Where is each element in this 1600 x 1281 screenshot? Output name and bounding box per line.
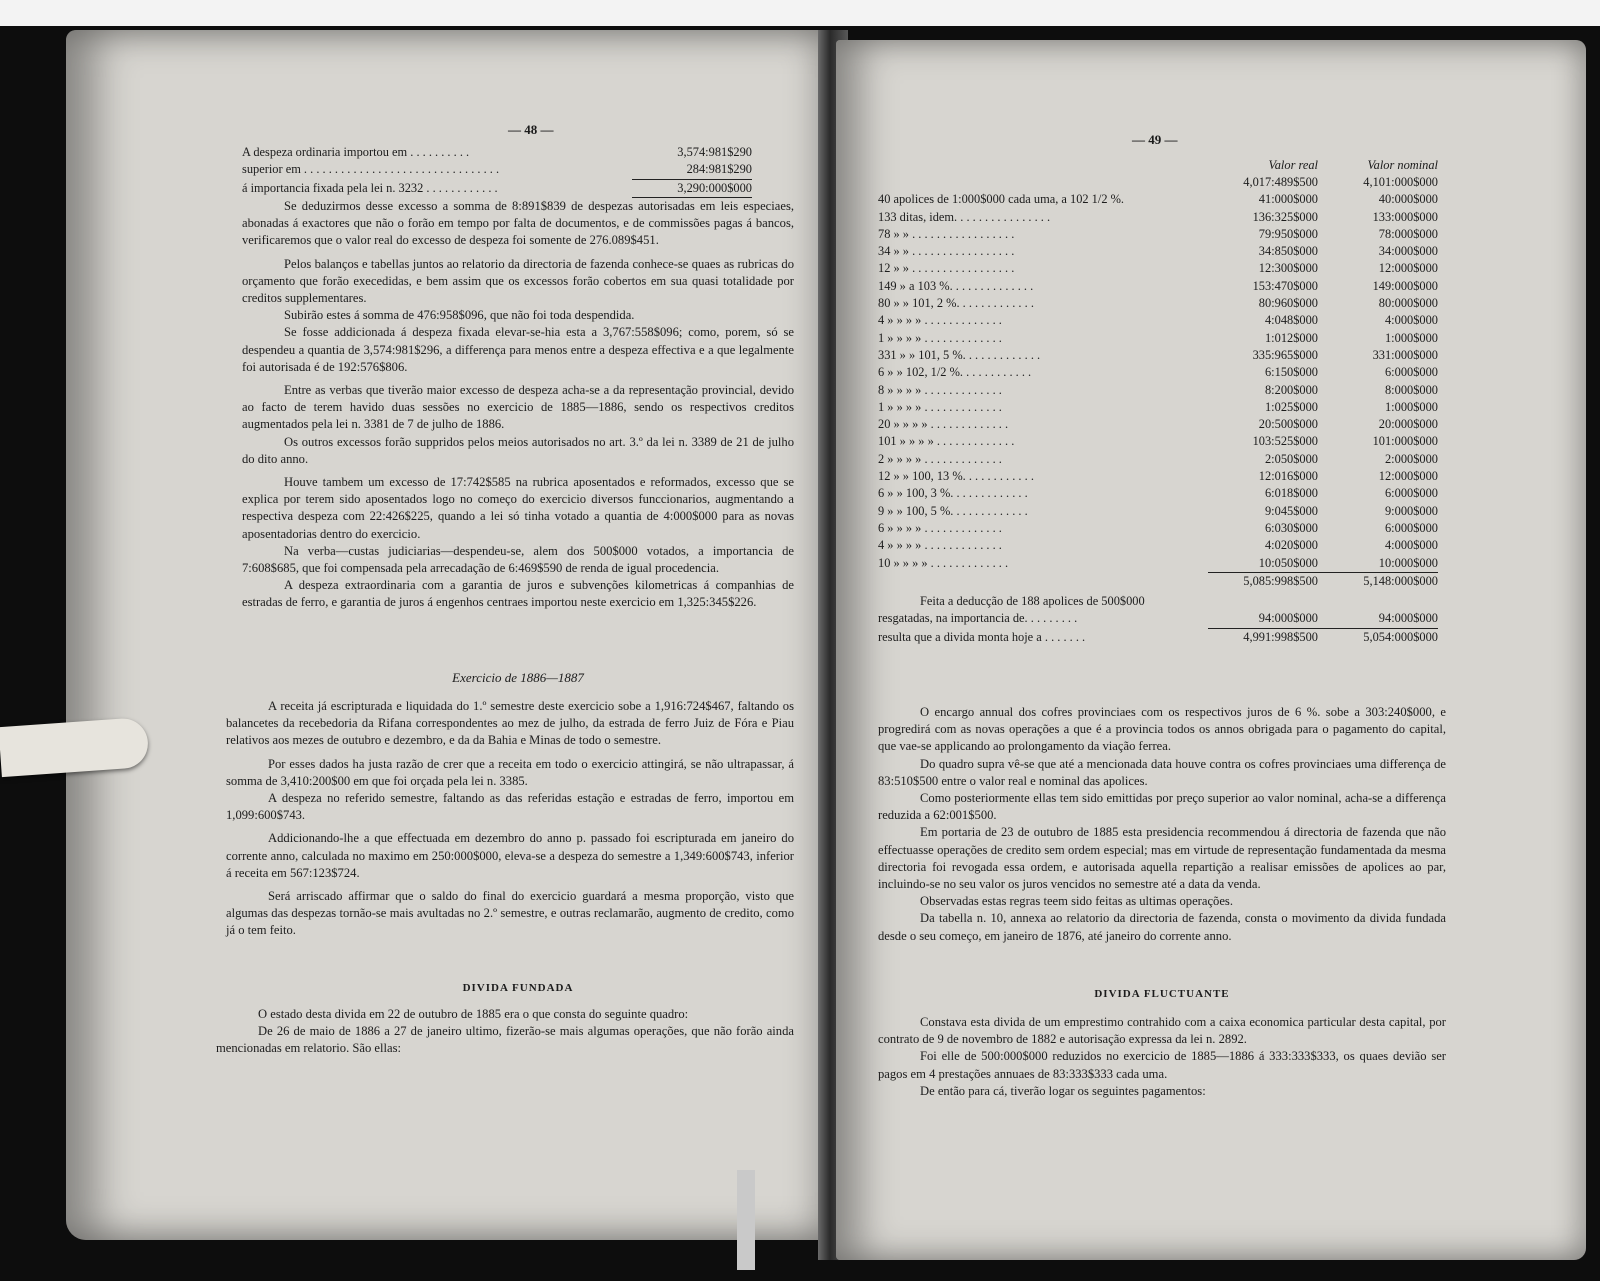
real-value: 8:200$000 <box>1264 382 1318 397</box>
paragraph: Observadas estas regras teem sido feitas as ultimas operações. <box>920 894 1233 909</box>
nominal-value: 12:000$000 <box>1378 469 1438 484</box>
page-ribbon <box>737 1170 755 1270</box>
nominal-value: 6:000$000 <box>1384 365 1438 380</box>
real-value: 103:525$000 <box>1252 434 1318 449</box>
nominal-value: 1:000$000 <box>1384 399 1438 414</box>
real-value: 10:050$000 <box>1258 555 1318 570</box>
real-value: 4:020$000 <box>1264 538 1318 553</box>
text-block-b <box>226 698 794 940</box>
row-label: 8 » » » » . . . . . . . . . . . . . <box>878 382 1002 397</box>
table-row <box>878 243 1438 260</box>
nominal-value: 8:000$000 <box>1384 382 1438 397</box>
bookmark-tab <box>0 717 150 777</box>
row-label: 331 » » 101, 5 %. . . . . . . . . . . . . <box>878 347 1041 362</box>
paragraph: De então para cá, tiverão logar os seguintes pagamentos: <box>920 1083 1206 1098</box>
paragraph: Foi elle de 500:000$000 reduzidos no exercicio de 1885—1886 á 333:333$333, os quaes devião ser pagos em 4 prestações annuaes de 83:333$333 cada uma. <box>878 1049 1446 1081</box>
table-row <box>878 416 1438 433</box>
paragraph: A receita já escripturada e liquidada do 1.º semestre deste exercicio sobe a 1,916:724$467, faltando os balancetes da recebedoria da Rifana correspondentes ao mez de julho, da estrada de ferro Juiz de Fóra e Piau relativos aos mezes de outubro e dezembro, e da da Bahia e Minas de todo o semestre. <box>226 699 794 748</box>
row-label: 80 » » 101, 2 %. . . . . . . . . . . . . <box>878 296 1034 311</box>
nominal-value: 2:000$000 <box>1384 451 1438 466</box>
table-total-row <box>878 572 1438 590</box>
paragraph: Da tabella n. 10, annexa ao relatorio da directoria de fazenda, consta o movimento da divida fundada desde o seu começo, em janeiro de 1876, até janeiro do corrente anno. <box>878 911 1446 943</box>
page-number-48: — 48 — <box>508 122 554 137</box>
deduction-row <box>878 610 1438 628</box>
real-value: 94:000$000 <box>1208 610 1318 628</box>
table-row <box>878 174 1438 191</box>
real-value: 79:950$000 <box>1258 226 1318 241</box>
nominal-value: 6:000$000 <box>1384 486 1438 501</box>
paragraph: Será arriscado affirmar que o saldo do final do exercicio guardará a mesma proporção, visto que algumas das despezas tornão-se mais avultadas no 2.º semestre, e outras reclamarão, augmento de credito, como já o tem feito. <box>226 889 794 938</box>
real-value: 41:000$000 <box>1258 192 1318 207</box>
heading-divida-fundada: DIVIDA FUNDADA <box>462 982 574 994</box>
real-value: 6:150$000 <box>1264 365 1318 380</box>
real-value: 20:500$000 <box>1258 417 1318 432</box>
real-value: 34:850$000 <box>1258 244 1318 259</box>
nominal-value: 1:000$000 <box>1384 330 1438 345</box>
text-block-right-a <box>878 704 1446 945</box>
table-row <box>878 209 1438 226</box>
real-value: 4,017:489$500 <box>1243 175 1318 189</box>
nominal-total: 5,148:000$000 <box>1318 572 1438 590</box>
table-row <box>878 330 1438 347</box>
nominal-value: 5,054:000$000 <box>1363 629 1438 644</box>
nominal-value: 6:000$000 <box>1384 520 1438 535</box>
real-value: 9:045$000 <box>1264 503 1318 518</box>
paragraph: Subirão estes á somma de 476:958$096, que não foi toda despendida. <box>284 308 635 323</box>
row-label: 4 » » » » . . . . . . . . . . . . . <box>878 313 1002 328</box>
paragraph: A despeza extraordinaria com a garantia de juros e subvenções kilometricas á companhias de estradas de ferro, e garantia de juros á engenhos centraes importou neste exercicio em 1,325:345$226. <box>242 578 794 610</box>
real-total: 5,085:998$500 <box>1208 572 1318 590</box>
top-margin-strip <box>0 0 1600 26</box>
row-label: 6 » » » » . . . . . . . . . . . . . <box>878 520 1002 535</box>
nominal-value: 9:000$000 <box>1384 503 1438 518</box>
deduction-text: Feita a deducção de 188 apolices de 500$000 <box>920 594 1145 609</box>
table-row <box>878 485 1438 502</box>
paragraph: Em portaria de 23 de outubro de 1885 esta presidencia recommendou á directoria de fazenda que não effectuasse operações de credito sem ordem especial; mas em virtude de representação fundamentada da mesma directoria foi revogada essa ordem, e autorisada aquella repartição a realisar emissões de apolices ao par, incluindo-se no seu valor os juros vencidos no semestre até a data da venda. <box>878 825 1446 892</box>
row-label: 12 » » . . . . . . . . . . . . . . . . . <box>878 261 1015 276</box>
deduction-line <box>878 593 1438 610</box>
real-value: 12:016$000 <box>1258 469 1318 484</box>
table-row <box>878 399 1438 416</box>
right-page <box>836 40 1586 1260</box>
real-value: 153:470$000 <box>1252 278 1318 293</box>
table-row <box>878 191 1438 208</box>
row-label: 4 » » » » . . . . . . . . . . . . . <box>878 538 1002 553</box>
real-value: 6:018$000 <box>1264 486 1318 501</box>
paragraph: De 26 de maio de 1886 a 27 de janeiro ultimo, fizerão-se mais algumas operações, que não forão ainda mencionadas em relatorio. São ellas: <box>216 1024 794 1056</box>
row-label: 149 » a 103 %. . . . . . . . . . . . . . <box>878 278 1034 293</box>
paragraph: Houve tambem um excesso de 17:742$585 na rubrica aposentados e reformados, excesso que se explica por terem sido aposentados logo no começo do exercicio diversos funccionarios, augmentando a respectiva despeza com 22:426$225, quando a lei só tinha votado a quantia de 4:000$000 para as novas aposentadorias dentro do exercicio. <box>242 475 794 541</box>
real-value: 1:025$000 <box>1264 399 1318 414</box>
paragraph: A despeza no referido semestre, faltando as das referidas estação e estradas de ferro, importou em 1,099:600$743. <box>226 791 794 823</box>
table-row <box>878 347 1438 364</box>
real-value: 136:325$000 <box>1252 209 1318 224</box>
row-label: 40 apolices de 1:000$000 cada uma, a 102 1/2 %. <box>878 192 1125 207</box>
paragraph: Do quadro supra vê-se que até a mencionada data houve contra os cofres provinciaes uma differença de 83:510$500 entre o valor real e nominal das apolices. <box>878 756 1446 788</box>
row-label: 10 » » » » . . . . . . . . . . . . . <box>878 555 1009 570</box>
bond-rows <box>878 191 1438 572</box>
budget-value: 3,574:981$290 <box>677 145 752 159</box>
table-row <box>878 295 1438 312</box>
nominal-value: 133:000$000 <box>1372 209 1438 224</box>
text-block-right-b <box>878 1014 1446 1100</box>
paragraph: Pelos balanços e tabellas juntos ao relatorio da directoria de fazenda conhece-se quaes as rubricas do orçamento que forão execedidas, e bem assim que os excessos forão cobertos em sua quasi totalidade por creditos supplementares. <box>242 256 794 306</box>
table-row <box>878 382 1438 399</box>
row-label: 9 » » 100, 5 %. . . . . . . . . . . . . <box>878 503 1028 518</box>
nominal-value: 94:000$000 <box>1318 610 1438 628</box>
real-value: 12:300$000 <box>1258 261 1318 276</box>
column-header-nominal: Valor nominal <box>1367 158 1438 172</box>
real-value: 335:965$000 <box>1252 347 1318 362</box>
nominal-value: 34:000$000 <box>1378 244 1438 259</box>
paragraph: O encargo annual dos cofres provinciaes com os respectivos juros de 6 %. sobe a 303:240$000, e progredirá com as novas operações a que é a provincia todos os annos obrigada para o pagamento do capital, que vae-se applicando ao prolongamento da viação ferrea. <box>878 705 1446 754</box>
row-label: 101 » » » » . . . . . . . . . . . . . <box>878 434 1015 449</box>
paragraph: Constava esta divida de um emprestimo contrahido com a caixa economica particular desta capital, por contrato de 9 de novembro de 1882 e autorisação expressa da lei n. 2892. <box>878 1015 1446 1047</box>
table-row <box>878 537 1438 554</box>
paragraph: Por esses dados ha justa razão de crer que a receita em todo o exercicio attingirá, se não ultrapassar, á somma de 3,410:200$00 em que foi orçada pela lei n. 3385. <box>226 756 794 788</box>
paragraph: Como posteriormente ellas tem sido emittidas por preço superior ao valor nominal, acha-se a differença reduzida a 62:001$500. <box>878 791 1446 823</box>
nominal-value: 331:000$000 <box>1372 347 1438 362</box>
row-label: 6 » » 102, 1/2 %. . . . . . . . . . . . <box>878 365 1032 380</box>
nominal-value: 4,101:000$000 <box>1363 175 1438 189</box>
paragraph: Se deduzirmos desse excesso a somma de 8:891$839 de despezas autorisadas em leis especiaes, abonadas á exactores que não o forão em tempo por falta de documentos, e de commissões pagas á bancos, verificaremos que o valor real do excesso de despeza foi somente de 276.089$451. <box>242 199 794 248</box>
budget-value: 284:981$290 <box>632 161 752 179</box>
table-row <box>878 555 1438 572</box>
table-row <box>878 364 1438 381</box>
budget-line <box>242 180 752 198</box>
table-row <box>878 433 1438 450</box>
left-page <box>66 30 832 1240</box>
table-row <box>878 278 1438 295</box>
text-block-c <box>216 1006 794 1058</box>
row-label: 2 » » » » . . . . . . . . . . . . . <box>878 451 1002 466</box>
budget-label: A despeza ordinaria importou em . . . . . . . . . . <box>242 145 470 159</box>
real-value: 4:048$000 <box>1264 313 1318 328</box>
text-block-a <box>242 198 794 612</box>
row-label: 6 » » 100, 3 %. . . . . . . . . . . . . <box>878 486 1028 501</box>
row-label: 1 » » » » . . . . . . . . . . . . . <box>878 330 1002 345</box>
final-row <box>878 629 1438 646</box>
nominal-value: 20:000$000 <box>1378 417 1438 432</box>
row-label: 12 » » 100, 13 %. . . . . . . . . . . . <box>878 469 1034 484</box>
bond-table <box>878 174 1438 646</box>
table-row <box>878 451 1438 468</box>
page-number-49: — 49 — <box>1132 132 1178 147</box>
paragraph: Addicionando-lhe a que effectuada em dezembro do anno p. passado foi escripturada em janeiro do corrente anno, calculada no maximo em 250:000$000, eleva-se a despeza do semestre a 1,349:600$743, inferior á receita em 567:123$724. <box>226 831 794 880</box>
budget-line <box>242 144 752 161</box>
real-value: 4,991:998$500 <box>1243 629 1318 644</box>
nominal-value: 78:000$000 <box>1378 226 1438 241</box>
table-row <box>878 226 1438 243</box>
nominal-value: 149:000$000 <box>1372 278 1438 293</box>
budget-lines <box>242 144 752 198</box>
real-value: 80:960$000 <box>1258 296 1318 311</box>
table-row <box>878 503 1438 520</box>
nominal-value: 4:000$000 <box>1384 313 1438 328</box>
row-label: 1 » » » » . . . . . . . . . . . . . <box>878 399 1002 414</box>
nominal-value: 12:000$000 <box>1378 261 1438 276</box>
paragraph: O estado desta divida em 22 de outubro de 1885 era o que consta do seguinte quadro: <box>258 1007 689 1021</box>
section-title-exercicio: Exercicio de 1886—1887 <box>452 670 584 685</box>
row-label: 20 » » » » . . . . . . . . . . . . . <box>878 417 1009 432</box>
real-value: 6:030$000 <box>1264 520 1318 535</box>
paragraph: Os outros excessos forão suppridos pelos meios autorisados no art. 3.º da lei n. 3389 de 21 de julho do dito anno. <box>242 434 794 466</box>
nominal-value: 10:000$000 <box>1378 555 1438 570</box>
budget-label: superior em . . . . . . . . . . . . . . . . . . . . . . . . . . . . . . . . <box>242 162 500 177</box>
real-value: 2:050$000 <box>1264 451 1318 466</box>
nominal-value: 4:000$000 <box>1384 538 1438 553</box>
budget-label: á importancia fixada pela lei n. 3232 . . . . . . . . . . . . <box>242 180 498 195</box>
nominal-value: 80:000$000 <box>1378 296 1438 311</box>
row-label: 34 » » . . . . . . . . . . . . . . . . . <box>878 244 1015 259</box>
column-header-real: Valor real <box>1268 158 1318 172</box>
row-label: 133 ditas, idem. . . . . . . . . . . . . . . . <box>878 209 1051 224</box>
paragraph: Entre as verbas que tiverão maior excesso de despeza acha-se a da representação provincial, devido ao facto de terem havido duas sessões no exercicio de 1885—1886, sendo os respectivos creditos augmentados pela lei n. 3381 de 7 de julho de 1886. <box>242 383 794 432</box>
deduction-label: resgatadas, na importancia de. . . . . . . . . <box>878 611 1078 626</box>
table-row <box>878 312 1438 329</box>
table-row <box>878 468 1438 485</box>
budget-line <box>242 161 752 179</box>
heading-divida-fluctuante: DIVIDA FLUCTUANTE <box>1094 988 1230 1000</box>
nominal-value: 40:000$000 <box>1378 192 1438 207</box>
final-label: resulta que a divida monta hoje a . . . . . . . <box>878 629 1086 644</box>
table-row <box>878 520 1438 537</box>
paragraph: Na verba—custas judiciarias—despendeu-se, alem dos 500$000 votados, a importancia de 7:608$685, que foi compensada pela arrecadação de 6:469$590 de renda de igual procedencia. <box>242 543 794 576</box>
budget-value: 3,290:000$000 <box>632 180 752 198</box>
row-label: 78 » » . . . . . . . . . . . . . . . . . <box>878 226 1015 241</box>
table-row <box>878 260 1438 277</box>
paragraph: Se fosse addicionada á despeza fixada elevar-se-hia esta a 3,767:558$096; como, porem, só se despendeu a quantia de 3,574:981$296, a differença para menos entre a despeza effectiva e a que legalmente foi autorisada é de 192:576$806. <box>242 325 794 374</box>
nominal-value: 101:000$000 <box>1372 434 1438 449</box>
real-value: 1:012$000 <box>1264 330 1318 345</box>
